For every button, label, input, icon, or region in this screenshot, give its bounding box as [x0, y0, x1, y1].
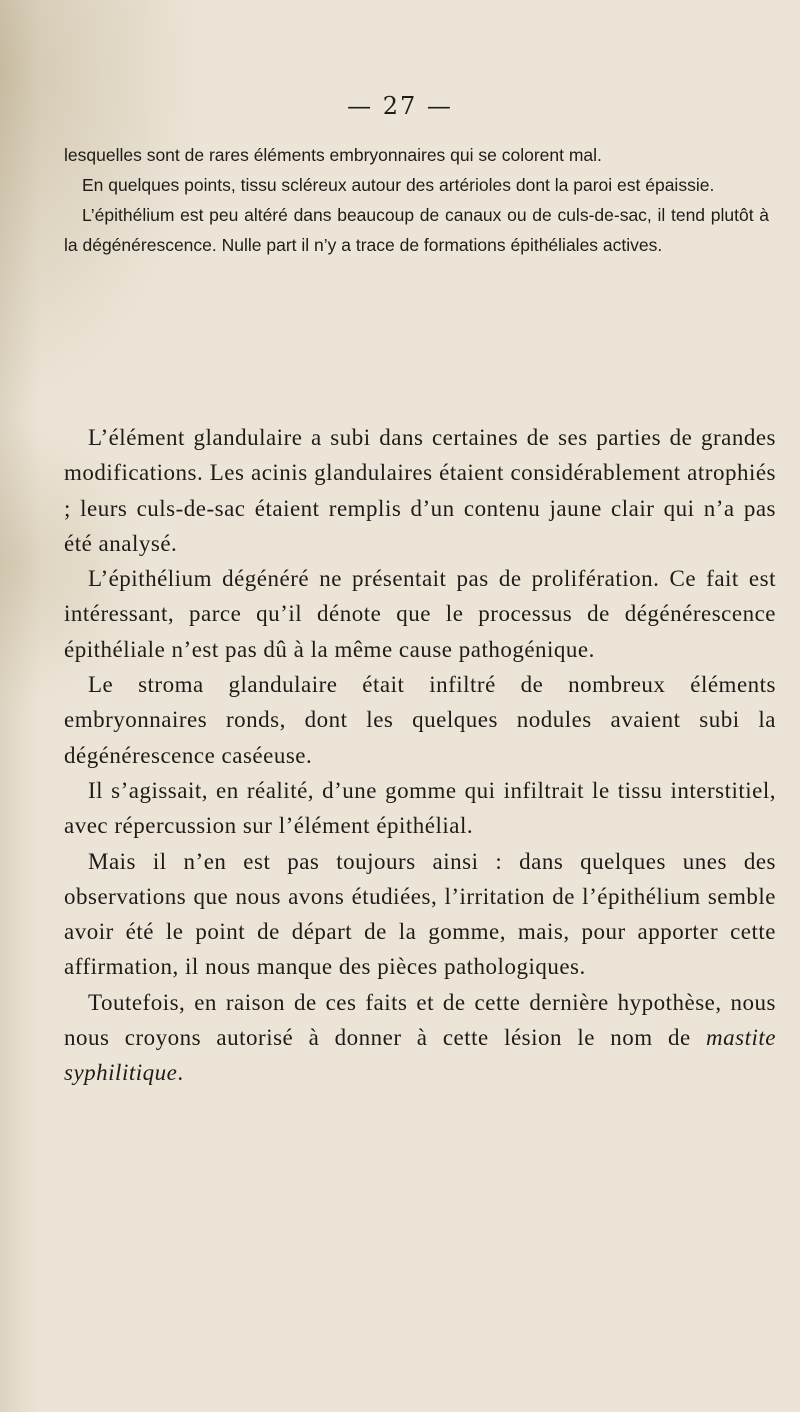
paragraph: En quelques points, tissu scléreux autour des artérioles dont la paroi est épaissie. [82, 175, 715, 195]
paragraph: L’épithélium est peu altéré dans beaucoup de canaux ou de culs-de-sac, il tend plutôt à la dégénérescence. Nulle part il n’y a trace de formations épithéliales actives. [64, 205, 769, 255]
paragraph: Mais il n’en est pas toujours ainsi : dans quelques unes des observations que nous avons étudiées, l’irritation de l’épithélium semble avoir été le point de départ de la gomme, mais, pour apporter cette affirmation, il nous manque des pièces pathologiques. [64, 848, 776, 980]
final-paragraph [64, 985, 776, 1091]
paragraph: Le stroma glandulaire était infiltré de nombreux éléments embryonnaires ronds, dont les quelques nodules avaient subi la dégénérescence caséeuse. [64, 672, 776, 768]
final-paragraph-text: Toutefois, en raison de ces faits et de cette dernière hypothèse, nous nous croyons autorisé à donner à cette lésion le nom de [64, 989, 776, 1051]
paragraph: L’épithélium dégénéré ne présentait pas de prolifération. Ce fait est intéressant, parce qu’il dénote que le processus de dégénérescence épithéliale n’est pas dû à la même cause pathogénique. [64, 566, 776, 662]
italic-term: mastite syphilitique [64, 1025, 776, 1086]
final-paragraph-end: . [177, 1060, 184, 1086]
page-number: — 27 — [347, 92, 453, 120]
paragraph: L’élément glandulaire a subi dans certaines de ses parties de grandes modifications. Les acinis glandulaires étaient considérablement atrophiés ; leurs culs-de-sac étaient remplis d’un contenu jaune clair qui n’a pas été analysé. [64, 425, 776, 556]
main-text-block [64, 420, 776, 1091]
paragraph: Il s’agissait, en réalité, d’une gomme qui infiltrait le tissu interstitiel, avec répercussion sur l’élément épithélial. [64, 777, 776, 839]
small-text-block [64, 140, 769, 260]
paragraph: lesquelles sont de rares éléments embryonnaires qui se colorent mal. [64, 145, 602, 165]
